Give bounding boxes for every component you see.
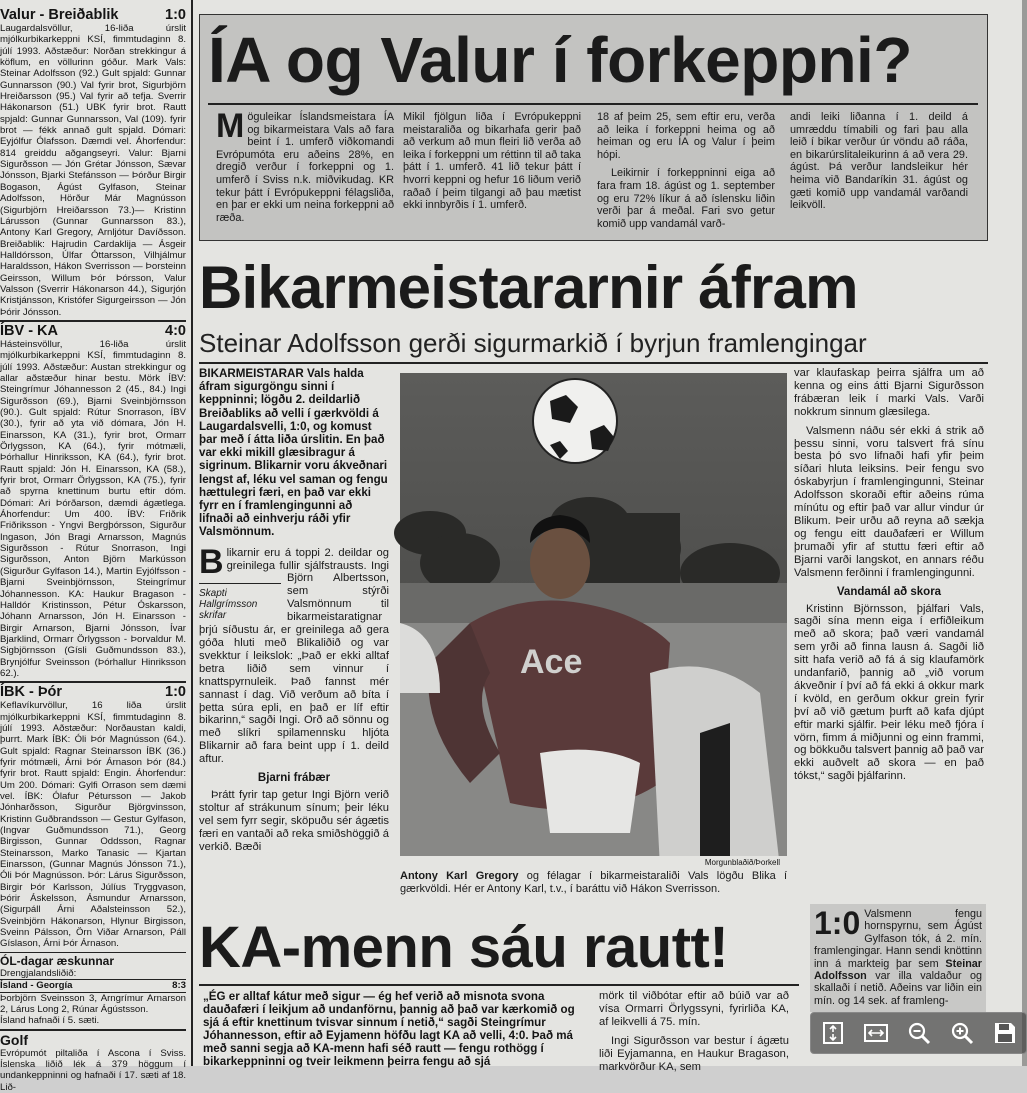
- rule: [199, 362, 988, 364]
- score-box-end: var illa valdaður og skallaði í netið. Aðeins var liðin ein mín. og 14 sek. af framleng-: [814, 970, 983, 1007]
- fit-page-icon: [820, 1020, 846, 1046]
- page-edge: [1022, 0, 1027, 1066]
- result-text-ibk: Keflavíkurvöllur, 16 liða úrslit mjólkurbikarkeppni KSÍ, fimmtudaginn 8. júlí 1993. Aðstæður: Norðaustan kaldi, þurrt. Mark ÍBK: Óli Þór Magnússon (64.). Gult spjald: Ragnar Steinarsson ÍBK (36.) fyrir mótmæli, Árni Þór Árnason Þór (84.) fyrir brot. Rautt spjald: Engin. Áhorfendur: Um 200. Dómari: Gylfi Orrason sem dæmi vel. ÍBK: Ólafur Pétursson — Jakob Jónharðsson, Sigurður Björgvinsson, Kristinn Guðbrandsson — Gestur Gylfason, (Ingvar Guðmundsson 71.), Georg Birgisson, Gunnar Oddsson, Ragnar Steinarsson, Marko Tanasic — Kjartan Einarsson, (Gunnar Magnús Jónsson 71.), Óli Þór Magnússon. Þór: Lárus Sigurðsson, Birgir Þór Karlsson, Júlíus Tryggvason, Þórir Áskelsson, Ásmundur Arnarsson, (Sigurpáll Árni Aðalsteinsson 52.), Sveinbjörn Hákonarson, Hlynur Birgisson, Sveinn Pálsson, Örn Viðar Arnarson, Páll Gíslason, Árni Þór Árnason.: [0, 700, 186, 950]
- fit-width-icon: [862, 1020, 890, 1046]
- story3-col2b-text: Ingi Sigurðsson var bestur í ágætu liði Eyjamanna, en Haukur Bragason, markvörður KA, sem: [599, 1034, 789, 1073]
- score-box-number: 1:0: [814, 905, 861, 941]
- story1-col3b-text: Leikirnir í forkeppninni eiga að fara fram 18. ágúst og 1. september og eru 72% líkur á að íslensku liðin verði þar á meðal. Fari svo getur komið upp vandamál varð-: [597, 167, 775, 230]
- youth-match-score: 8:3: [172, 980, 186, 992]
- story2-para2: Þrátt fyrir tap getur Ingi Björn verið stoltur af strákunum sínum; þeir léku vel sem fyrr segir, sköpuðu sér ágætis færi en vantaði að reka smiðshöggið á verkið. Bæði: [199, 789, 389, 853]
- story1-col3-text: 18 af þeim 25, sem eftir eru, verða að leika í forkeppni heima og að heiman og eru ÍA og Valur í þeim hópi.: [597, 111, 775, 161]
- zoom-in-button[interactable]: [943, 1016, 981, 1050]
- youth-match: [0, 979, 186, 992]
- photo-caption: [400, 870, 787, 896]
- story3-col2-text: mörk til viðbótar eftir að búið var að vísa Ormarri Örlygssyni, fyrirliða KA, af leikvelli á 75. mín.: [599, 990, 789, 1028]
- score-box: [810, 904, 986, 1012]
- result-score: 1:0: [165, 7, 186, 23]
- result-header-ibk: [0, 681, 186, 700]
- headline-ka-menn: KA-menn sáu rautt!: [199, 915, 729, 980]
- story2-lead: BIKARMEISTARAR Vals halda áfram sigurgöngu sinni í keppninni; lögðu 2. deildarlið Breiðabliks að velli í gærkvöldi á Laugardalsvelli, 1:0, og komust þar með í átta liða úrslitin. En það var ekki mikill glæsibragur á sigrinum. Blikarnir voru ákveðnari lengst af, léku vel saman og fengu hættulegri færi, en það var ekki fyrr en í framlengingunni að lifnaði að einhverju ráði yfir Valsmönnum.: [199, 367, 388, 539]
- result-header-valur: [0, 6, 186, 23]
- story2-col3b: Valsmenn náðu sér ekki á strik að þessu sinni, voru talsvert frá sínu besta þó svo lifnaði hafi yfir þeim síðari hluta leiksins. Þeir fengu svo óskabyrjun í framlengingunni, Steinar Adolfsson skoraði eftir aðeins rúma mínútu og eftir það var allur vindur úr Blikum. Þeir urðu að reyna að sækja og fengu eitt dauðafæri er Willum þrumaði yfir af stuttu færi eftir að Bjarni varði langskot, en annars réðu Valsmenn ferðinni í framlengingunni.: [794, 424, 984, 579]
- byline: [199, 583, 281, 621]
- subhead-vandamal: Vandamál að skora: [836, 585, 942, 598]
- viewer-toolbar: [810, 1012, 1027, 1054]
- story2-para1: [199, 542, 389, 766]
- youth-note: Ísland hafnaði í 5. sæti.: [0, 1015, 100, 1027]
- story1-col1: [216, 107, 394, 224]
- results-column: [0, 6, 186, 1093]
- headline-ia-valur: ÍA og Valur í forkeppni?: [208, 24, 912, 96]
- story2-col1: [199, 367, 389, 867]
- story2-para1-text: likarnir eru á toppi 2. deildar og greinilega fullir sjálfstrausts. Ingi Björn Albertsson, sem stýrði Valsmönnum til bikarmeistaratignar þrjú síðustu ár, er greinilega að gera góða hluti með Blikaliðið og var svekktur í leikslok: „Það er ekki alltaf betra liðið sem vinnur í knattspyrnuleik. Það fannst mér sannast í dag. Við verðum að bíta í þetta súra epli, en það er líf eftir bikarinn,“ sagði Ingi. Orð að sönnu og með slíkri spilamennsku hljóta Blikarnir að fara beint upp í 1. deild aftur.: [199, 546, 389, 766]
- shirt-sponsor: Ace: [520, 643, 583, 681]
- fit-page-button[interactable]: [814, 1016, 852, 1050]
- story1-col3: [597, 111, 775, 236]
- youth-line: Drengjalandsliðið:: [0, 967, 77, 979]
- byline-role: skrifar: [199, 609, 227, 621]
- column-rule: [191, 0, 193, 1066]
- byline-first: Skapti: [199, 587, 227, 599]
- subhead-bjarni: Bjarni frábær: [257, 772, 331, 785]
- score-box-text: [810, 904, 986, 1007]
- zoom-in-icon: [949, 1020, 975, 1046]
- result-score: 1:0: [165, 684, 186, 701]
- result-text-ibv: Hásteinsvöllur, 16-liða úrslit mjólkurbikarkeppni KSÍ, fimmtudaginn 8. júlí 1993. Aðstæður: Austan strekkingur og allar aðstæður hinar bestu. Mörk ÍBV: Steingrímur Jóhannesson 2 (45., 84.) Ingi Sigurðsson (69.), Bjarni Sveinbjörnsson (90.). Gult spjald: Rútur Snorrason, ÍBV (30.), fyrir að yta við dómara, Jón H. Einarsson, KA (31.), fyrir brot, Ormarr Örlygsson, KA (64.), fyrir mótmæli, Þórhallur Hinriksson, KA (64.), fyrir brot. Rautt spjald: Jón H. Einarsson, KA (58.), fyrir brot, Ormarr Örlygsson, KA (75.), fyrir að spyrna knettinum burtu eftir dóm. Dómari: Ari Þórðarson, dæmdi ágætlega. Áhorfendur: Um 400. ÍBV: Friðrik Friðriksson - Yngvi Bergþórsson, Sigurður Ingason, Jón Bragi Arnarsson, Magnús Sigurðsson - Rútur Snorrason, Ingi Sigurðsson, Anton Björn Markússon (Sigurður Gylfason 14.), Martin Eyjólfsson - Bjarni Sveinbjörnsson, Steingrímur Jóhannesson. KA: Haukur Bragason - Halldór Kristinsson, Pétur Óskarsson, Jóhann Arnarsson, Jón H. Einarsson - Birgir Arnarson, Bjarni Jónsson, Ívar Bjarklind, Ormarr Örlygsson - Þorvaldur M. Sigbjörnsson (Gísli Guðmundsson 83.), Brynjólfur Sveinsson (Þórhallur Hinriksson 62.).: [0, 338, 186, 679]
- subheadline-steinar: Steinar Adolfsson gerði sigurmarkið í byrjun framlengingar: [199, 328, 867, 358]
- photo-credit: Morgunblaðið/Þorkell: [704, 858, 780, 867]
- story2-col3a: var klaufaskap þeirra sjálfra um að kenna og eins átti Bjarni Sigurðsson frábæran leik í marki Vals. Varði nokkrum sinnum glæsilega.: [794, 367, 984, 418]
- youth-title: ÓL-dagar æskunnar: [0, 953, 115, 968]
- story3-lead: „ÉG er alltaf kátur með sigur — ég hef verið að misnota svona dauðafæri í leikjum að undanförnu, þannig að það var kærkomið og sjá á eftir knettinum tvisvar sinnum í netið,“ sagði Steingrímur Jóhannesson, eftir að Eyjamenn höfðu lagt KA að velli, 4:0. Það má með sanni segja að KA-menn hafi séð rautt — fengu rothögg í bikarkeppninni og tveir leikmenn þeirra fengu að sjá: [203, 990, 575, 1068]
- youth-scorers: Þorbjörn Sveinsson 3, Arngrímur Arnarson 2, Lárus Long 2, Rúnar Ágústsson.: [0, 992, 186, 1015]
- photo-scene: [400, 373, 787, 868]
- result-title: ÍBK - Þór: [0, 684, 63, 701]
- youth-match-name: Ísland - Georgía: [0, 980, 73, 992]
- ball-icon: [533, 379, 617, 463]
- score-box-name: Steinar Adolfsson: [814, 957, 982, 983]
- dropcap-b: B: [199, 542, 224, 581]
- save-button[interactable]: [986, 1016, 1024, 1050]
- result-title: Valur - Breiðablik: [0, 7, 119, 23]
- story1-col1-text: öguleikar Íslandsmeistara ÍA og bikarmeistara Vals að fara beint í 1. umferð viðkomandi Evrópumóta eru aðeins 28%, en dregið verður í forkeppni og 1. umferð í Sviss n.k. miðvikudag. KR tekur þátt í Evrópukeppni félagsliða, en þar er ekki um neina forkeppni að ræða.: [216, 111, 394, 224]
- story1-col4: andi leiki liðanna í 1. deild á umræddu tímabili og fari þau alla leið í bikar verður úr vöndu að ráða, en bikarúrslitaleikurinn á að vera 29. ágúst. Þá verður landsleikur hér heima við Bandaríkin 31. ágúst og gæti komið upp vandamál varðandi leikvöll.: [790, 111, 968, 212]
- golf-text: Evrópumót piltaliða í Ascona í Sviss. Íslenska liðið lék á 379 höggum í undankeppninni og hafnaði í 17. sæti af 18. Lið-: [0, 1047, 186, 1093]
- dropcap-m: M: [216, 107, 245, 145]
- fit-width-button[interactable]: [857, 1016, 895, 1050]
- story-box-ia-valur: [199, 14, 988, 241]
- story2-col3: [794, 367, 984, 887]
- result-header-ibv: [0, 320, 186, 339]
- golf-header: [0, 1029, 186, 1048]
- caption-name: Antony Karl Gregory: [400, 870, 519, 882]
- rule: [208, 103, 978, 105]
- rule: [199, 984, 799, 986]
- youth-header: [0, 952, 186, 968]
- story1-col2: Mikil fjölgun liða í Evrópukeppni meistaraliða og bikarhafa gerir það að verkum að mun fleiri lið verða að leika í forkeppni um réttinn til að taka þátt í 1. umferð. 41 lið tekur þátt í hvorri keppni og hefur 16 liðum verið raðað í þeim tilgangi að þau mætist ekki innbyrðis í 1. umferð.: [403, 111, 581, 212]
- result-text-valur: Laugardalsvöllur, 16-liða úrslit mjólkurbikarkeppni KSÍ, fimmtudaginn 8. júlí 1993. Aðstæður: Norðan strekkingur á köflum, en völlurinn góður. Mark Vals: Steinar Adolfsson (92.) Gult spjald: Gunnar Gunnarsson (90.) Val fyrir brot, Sigurbjörn Hreiðarsson (95.) Val fyrir að tefja. Sverrir Hákonarson (51.) UBK fyrir brot. Rautt spjald: Gunnar Gunnarsson, Val (109). fyrir brot — fékk annað gult spjald. Dómari: Eyjólfur Ólafsson. Dæmdi vel. Áhorfendur: 814 greiddu aðgangseyri. Valur: Bjarni Sigurðsson — Jón Grétar Jónsson, Sævar Jónsson, Bjarki Stefánsson — Þórður Birgir Bogason, Ágúst Gylfason, Steinar Adolfsson, Hörður Már Magnússon (Sigurbjörn Hreiðarsson 73.)— Kristinn Lárusson (Gunnar Gunnarsson 83.), Antony Karl Gregory, Arnljótur Davíðsson. Breiðablik: Hajrudin Cardaklija — Ásgeir Halldórsson, Úlfar Óttarsson, Vilhjálmur Haraldsson, Hákon Sverrisson — Þorsteinn Geirsson, Willum Þór Þórsson, Valur Valsson (Sverrir Hákonarson 44.), Sigurjón Kristjánsson, Kristófer Sigurgeirsson — Jón Þórir Jónsson.: [0, 23, 186, 318]
- zoom-out-button[interactable]: [900, 1016, 938, 1050]
- result-title: ÍBV - KA: [0, 322, 58, 339]
- caption-text: og félagar í bikarmeistaraliði Vals lögðu Blika í gærkvöldi. Hér er Antony Karl, t.v., í baráttu við Hákon Sverrisson.: [400, 870, 787, 895]
- byline-last: Hallgrímsson: [199, 598, 258, 610]
- headline-bikarmeistararnir: Bikarmeistararnir áfram: [199, 254, 858, 321]
- story2-col3c: Kristinn Björnsson, þjálfari Vals, sagði sína menn eiga í erfiðleikum með að skora; það væri vandamál sem yrði að finna lausn á. Sagði lið sitt hafa verið að fá á sig klaufamörk undanfarið, þannig að „við vorum ákveðnir í því að fá ekki á okkur mark í kvöld, en gerðum okkur grein fyrir því að við gætum þurft að kafa djúpt eftir marki sjálfir. Þeir léku með fjóra í vörn, fimm á miðjunni og einn frammi, og bökkuðu talsvert þannig að það var ekki auðvelt að skora — en það tókst,“ sagði þjálfarinn.: [794, 602, 984, 783]
- player-shorts: [540, 750, 640, 833]
- zoom-out-icon: [906, 1020, 932, 1046]
- match-photo: [400, 373, 787, 868]
- golf-title: Golf: [0, 1031, 28, 1048]
- save-icon: [992, 1020, 1018, 1046]
- result-score: 4:0: [165, 322, 186, 339]
- story3-col2: [599, 990, 789, 1073]
- score-box-lead: Valsmenn fengu hornspyrnu, sem Ágúst Gylfason tók, á 2. mín. framlengingar. Hann sendi knöttinn inn á markteig þar sem: [814, 908, 982, 970]
